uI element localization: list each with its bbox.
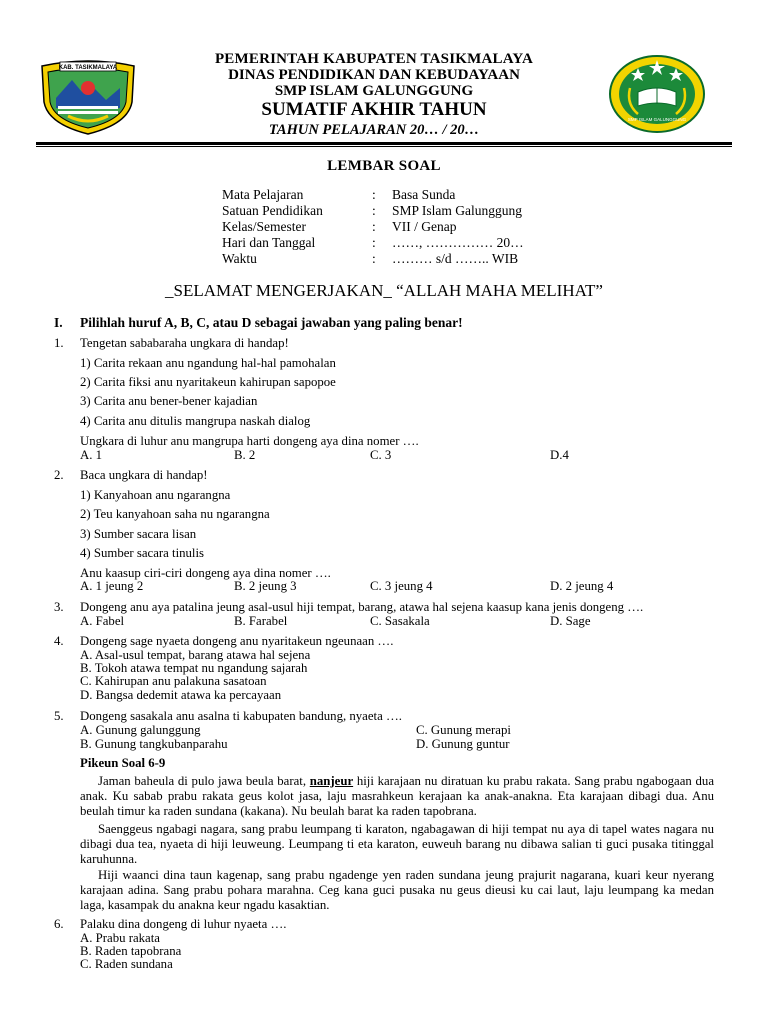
svg-text:KAB. TASIKMALAYA: KAB. TASIKMALAYA xyxy=(58,65,118,71)
option-c: C. Sasakala xyxy=(370,614,430,628)
option-d: D.4 xyxy=(550,448,569,462)
header-academic-year: TAHUN PELAJARAN 20… / 20… xyxy=(268,122,480,138)
list-item: 2) Carita fiksi anu nyaritakeun kahirupan sapopoe xyxy=(80,375,336,389)
list-item: 3) Sumber sacara lisan xyxy=(80,527,197,541)
option-b: B. Tokoh atawa tempat nu ngandung sajarah xyxy=(80,661,308,675)
option-a: A. Gunung galunggung xyxy=(80,723,201,737)
option-c: C. 3 xyxy=(370,448,392,462)
option-d: D. 2 jeung 4 xyxy=(550,579,614,593)
question-text: Ungkara di luhur anu mangrupa harti dongeng aya dina nomer …. xyxy=(80,434,419,448)
list-item: 4) Carita anu ditulis mangrupa naskah dialog xyxy=(80,414,311,428)
option-a: A. 1 xyxy=(80,448,103,462)
list-item: 4) Sumber sacara tinulis xyxy=(80,546,205,560)
question-text: Anu kaasup ciri-ciri dongeng aya dina nomer …. xyxy=(80,566,331,580)
header-government: PEMERINTAH KABUPATEN TASIKMALAYA xyxy=(214,51,534,67)
option-a: A. Prabu rakata xyxy=(80,931,160,945)
option-d: D. Bangsa dedemit atawa ka percayaan xyxy=(80,688,282,702)
header-department: DINAS PENDIDIKAN DAN KEBUDAYAAN xyxy=(228,67,520,83)
option-c: C. Gunung merapi xyxy=(416,723,511,737)
reading-paragraph-1: Jaman baheula di pulo jawa beula barat, nanjeur hiji karajaan nu diratuan ku prabu rakata. Sang prabu ngabogaan dua anak. Ku sabab prabu rakata geus kolot jasa, laju masrahkeun kerajaan ka anak-anakna. Eta karajaan dibagi dua. Anu beulah timur ka raden sundana (kakana). Nu beulah barat ka raden tapobrana. xyxy=(80,774,714,818)
page-title: LEMBAR SOAL xyxy=(327,158,441,174)
list-item: 1) Carita rekaan anu ngandung hal-hal pamohalan xyxy=(80,356,336,370)
smp-islam-galunggung-logo-icon xyxy=(608,54,706,134)
header-school: SMP ISLAM GALUNGGUNG xyxy=(274,83,474,99)
question-stem: Baca ungkara di handap! xyxy=(80,468,208,482)
svg-text:SMP ISLAM GALUNGGUNG: SMP ISLAM GALUNGGUNG xyxy=(627,117,687,122)
kabupaten-tasikmalaya-logo-icon xyxy=(38,58,138,136)
question-text: Dongeng anu aya patalina jeung asal-usul hiji tempat, barang, atawa hal sejena kaasup kana jenis dongeng …. xyxy=(80,600,644,614)
reading-heading: Pikeun Soal 6-9 xyxy=(80,756,166,770)
option-c: C. Kahirupan anu palakuna sasatoan xyxy=(80,674,267,688)
header-divider-thick xyxy=(36,142,732,145)
option-c: C. Raden sundana xyxy=(80,957,173,971)
question-text: Palaku dina dongeng di luhur nyaeta …. xyxy=(80,917,287,931)
option-b: B. 2 xyxy=(234,448,256,462)
question-text: Dongeng sage nyaeta dongeng anu nyaritakeun ngeunaan …. xyxy=(80,634,394,648)
option-a: A. Fabel xyxy=(80,614,125,628)
header-exam-title: SUMATIF AKHIR TAHUN xyxy=(261,99,487,120)
option-b: B. Raden tapobrana xyxy=(80,944,182,958)
option-d: D. Gunung guntur xyxy=(416,737,510,751)
list-item: 2) Teu kanyahoan saha nu ngarangna xyxy=(80,507,270,521)
list-item: 1) Kanyahoan anu ngarangna xyxy=(80,488,231,502)
header-divider-thin xyxy=(36,146,732,147)
option-c: C. 3 jeung 4 xyxy=(370,579,433,593)
underlined-word: nanjeur xyxy=(309,774,354,788)
list-item: 3) Carita anu bener-bener kajadian xyxy=(80,394,258,408)
option-b: B. Gunung tangkubanparahu xyxy=(80,737,228,751)
option-d: D. Sage xyxy=(550,614,591,628)
reading-paragraph-2: Saenggeus ngabagi nagara, sang prabu leumpang ti karaton, ngabagawan di hiji tempat nu aya di tapel wates nagara nu dibagi dua tea, nyaeta di hiji leuweung. Leumpang ti eta karaton, euweuh barang nu dibawa salian ti guci pusaka titinggal karuhunna. xyxy=(80,822,714,866)
option-a: A. Asal-usul tempat, barang atawa hal sejena xyxy=(80,648,311,662)
question-text: Dongeng sasakala anu asalna ti kabupaten bandung, nyaeta …. xyxy=(80,709,402,723)
reading-paragraph-3: Hiji waanci dina taun kagenap, sang prabu ngadenge yen raden sundana jeung prajurit nagarana, kuari keur nyerang karajaan adina. Sang prabu pohara marahna. Ceg kana guci pusaka nu geus dieusi ku cai laut, laju leumpang ka medan laga, kasampak du anakna keur ngadu kasaktian. xyxy=(80,868,714,912)
exam-sheet: KAB. TASIKMALAYA SMP ISLAM GALUNGGUNG PEMERINTAH KABUPATEN TASIKMALAYA DINAS PENDIDIKAN DAN KEBUDAYAAN SMP ISLAM GALUNGGUNG SUMATIF AKHIR TAHUN TAHUN PELAJARAN 20… / 20… LEMBAR SOAL Mata Pelajaran : Basa Sunda Satuan Pendidikan : SMP Islam Galunggung Kelas/Semester : VII / Genap Hari dan Tanggal : ……, …………… 20… Waktu : ……… s/d …….. WIB _SELAMAT MENGERJAKAN_ “ALLAH MAHA MELIHAT” I. Pilihlah huruf A, B, C, atau D sebagai jawaban yang paling benar! 1. Tengetan sababaraha ungkara di handap! 1) Carita rekaan anu ngandung hal-hal pamohalan 2) Carita fiksi anu nyaritakeun kahirupan sapopoe 3) Carita anu bener-bener kajadian 4) Carita anu ditulis mangrupa naskah dialog Ungkara di luhur anu mangrupa harti dongeng aya dina nomer …. A. 1 B. 2 C. 3 D.4 2. Baca ungkara di handap! 1) Kanyahoan anu ngarangna 2) Teu kanyahoan saha nu ngarangna 3) Sumber sacara lisan 4) Sumber sacara tinulis Anu kaasup ciri-ciri dongeng aya dina nomer …. A. 1 jeung 2 B. 2 jeung 3 C. 3 jeung 4 D. 2 jeung 4 3. Dongeng anu aya patalina jeung asal-usul hiji tempat, barang, atawa hal sejena kaasup kana jenis dongeng …. A. Fabel B. Farabel C. Sasakala D. Sage 4. Dongeng sage nyaeta dongeng anu nyaritakeun ngeunaan …. A. Asal-usul tempat, barang atawa hal sejena B. Tokoh atawa tempat nu ngandung sajarah C. Kahirupan anu palakuna sasatoan D. Bangsa dedemit atawa ka percayaan 5. Dongeng sasakala anu asalna ti kabupaten bandung, nyaeta …. A. Gunung galunggung C. Gunung merapi B. Gunung tangkubanparahu D. Gunung guntur Pikeun Soal 6-9 Jaman baheula di pulo jawa beula barat, nanjeur hiji karajaan nu diratuan ku prabu rakata. Sang prabu ngabogaan dua anak. Ku sabab prabu rakata geus kolot jasa, laju masrahkeun kerajaan ka anak-anakna. Eta karajaan dibagi dua. Anu beulah timur ka raden sundana (kakana). Nu beulah barat ka raden tapobrana. Saenggeus ngabagi nagara, sang prabu leumpang ti karaton, ngabagawan di hiji tempat nu aya di tapel wates nagara nu dibagi dua tea, nyaeta di hiji leuweung. Leumpang ti eta karaton, euweuh barang nu dibawa salian ti guci pusaka titinggal karuhunna. Hiji waanci dina taun kagenap, sang prabu ngadenge yen raden sundana jeung prajurit nagarana, kuari keur nyerang karajaan adina. Sang prabu pohara marahna. Ceg kana guci pusaka nu geus dieusi ku cai laut, laju leumpang ka medan laga, kasampak du anakna keur ngadu kasaktian. 6. Palaku dina dongeng di luhur nyaeta …. A. Prabu rakata B. Raden tapobrana C. Raden sundana xyxy=(0,0,768,1024)
motto: _SELAMAT MENGERJAKAN_ “ALLAH MAHA MELIHAT” xyxy=(165,281,603,300)
question-stem: Tengetan sababaraha ungkara di handap! xyxy=(80,336,289,350)
option-b: B. 2 jeung 3 xyxy=(234,579,297,593)
option-a: A. 1 jeung 2 xyxy=(80,579,144,593)
option-b: B. Farabel xyxy=(234,614,288,628)
